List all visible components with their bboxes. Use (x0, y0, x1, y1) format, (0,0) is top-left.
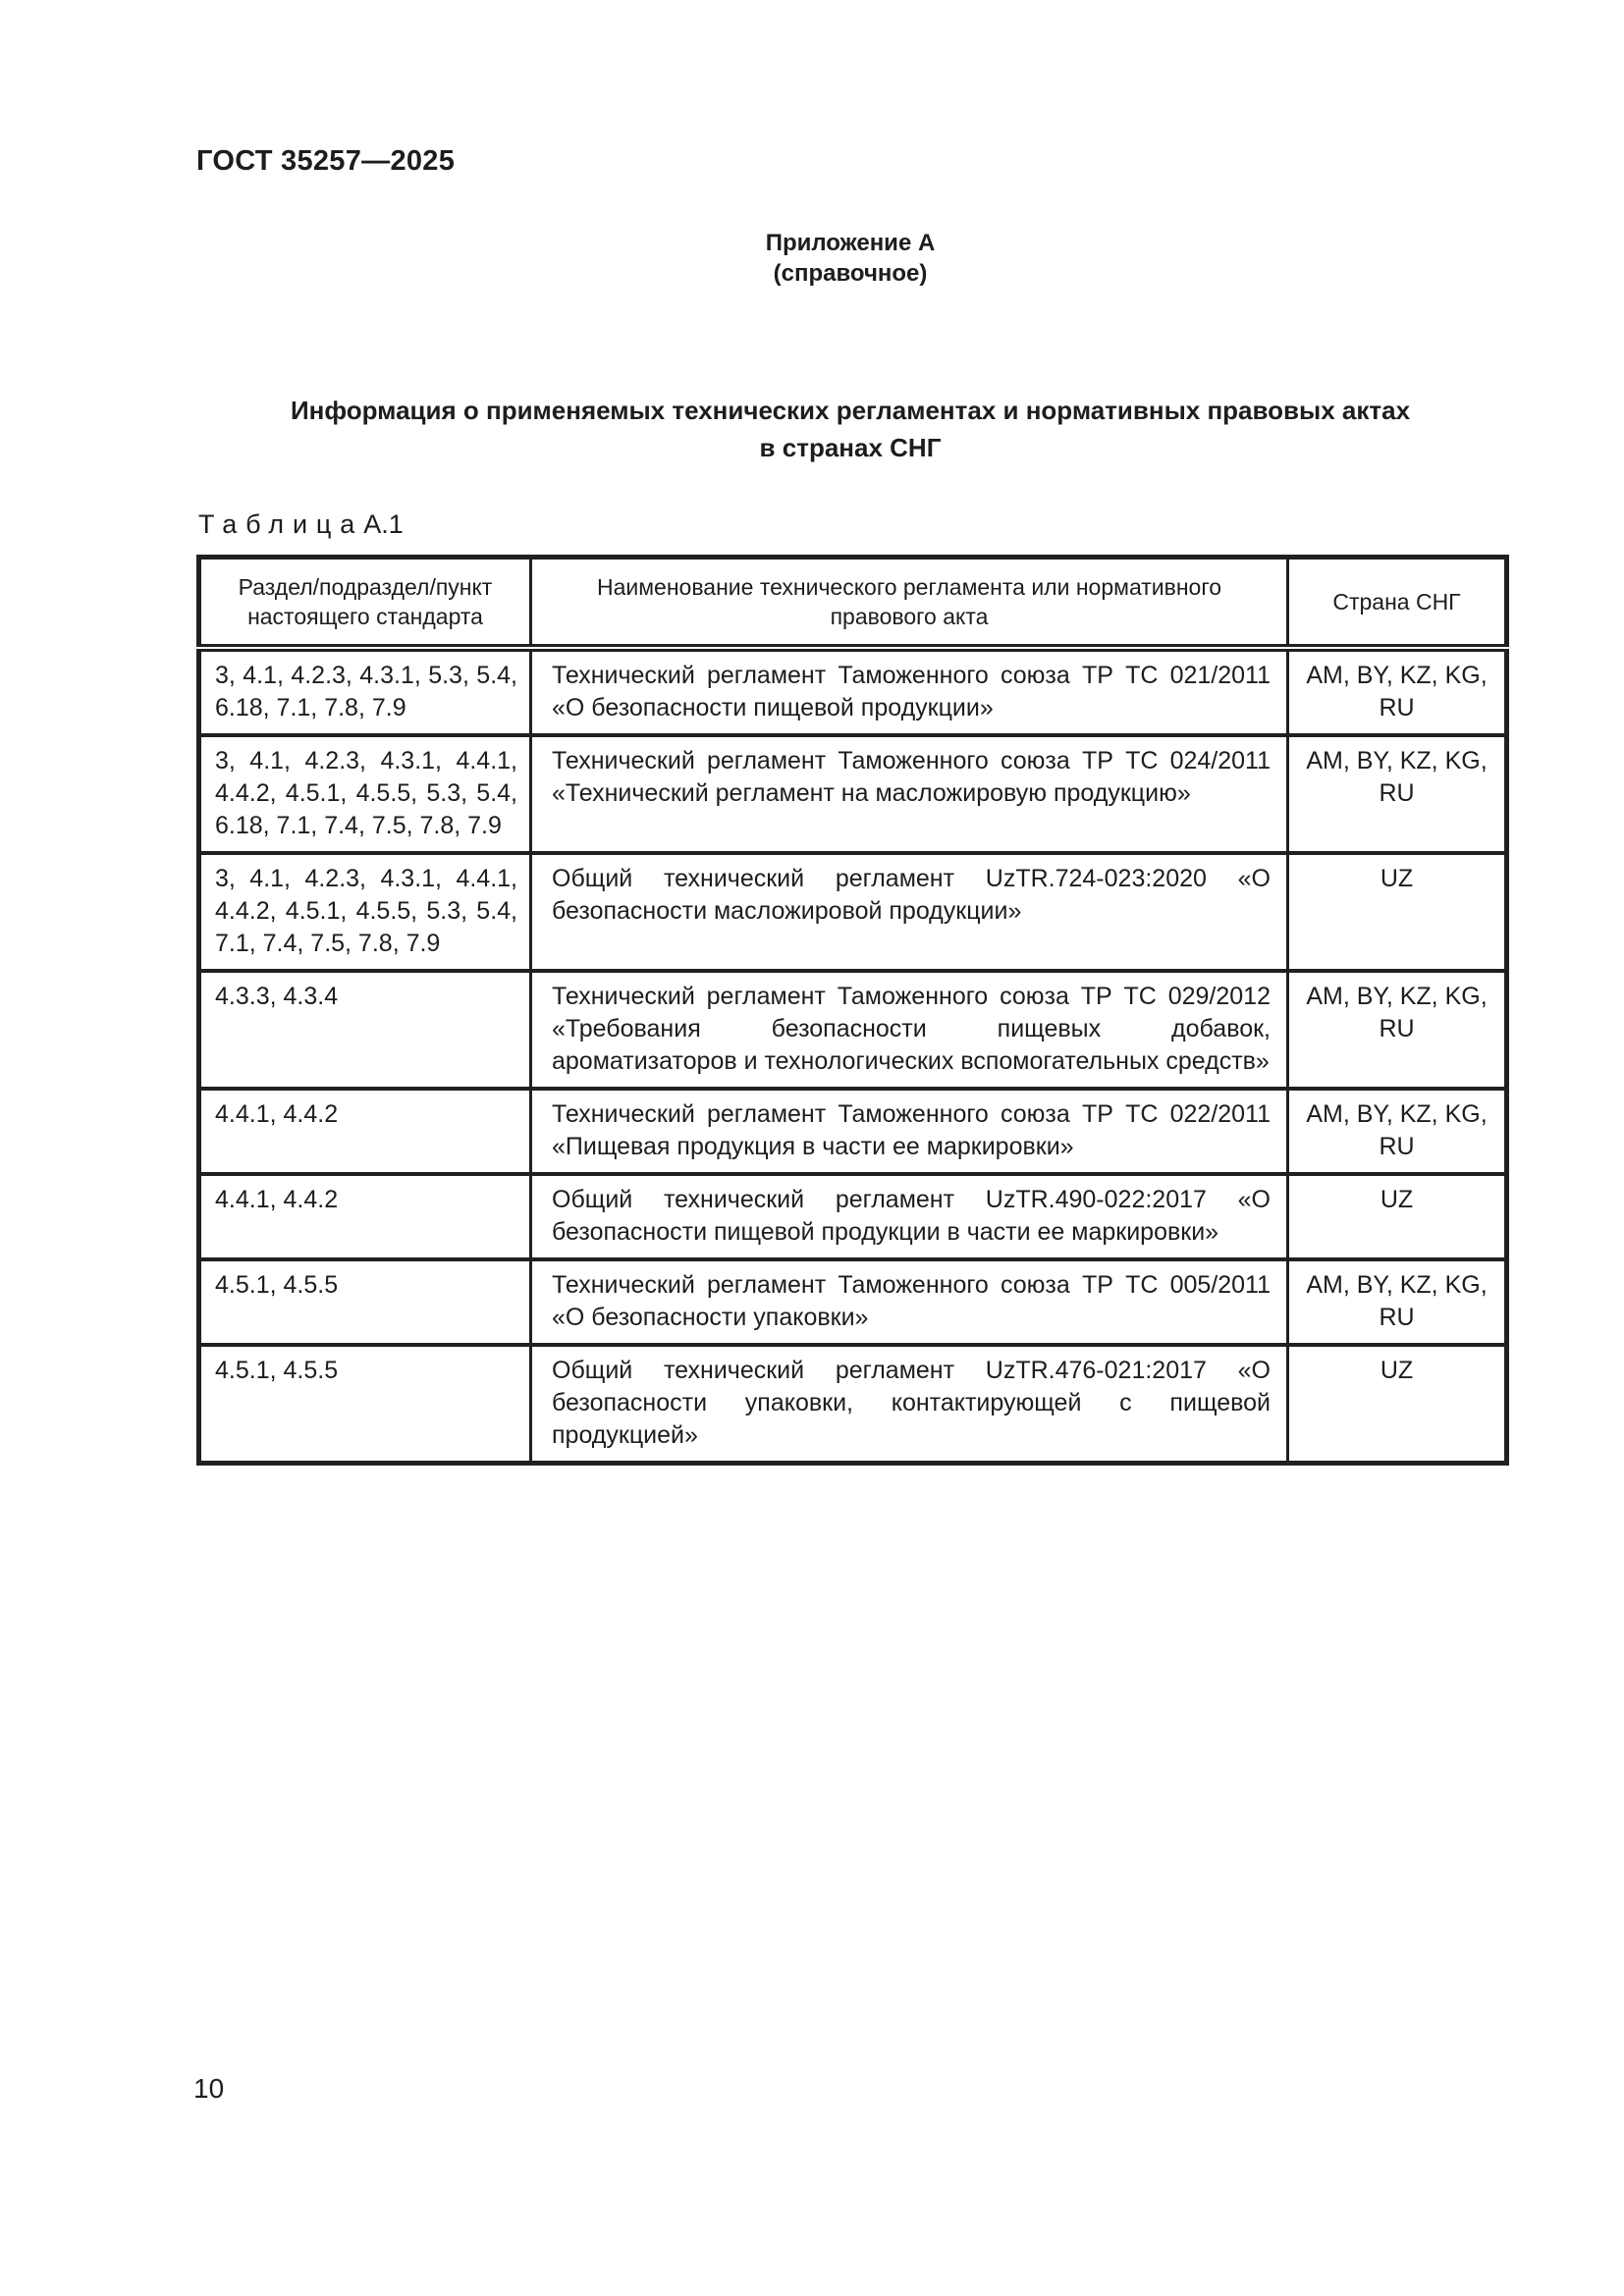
regulation-cell: Общий технический регламент UzTR.724-023:2020 «О безопасности масложировой продукции» (531, 853, 1288, 971)
sections-cell: 4.5.1, 4.5.5 (199, 1345, 531, 1464)
regulation-cell: Технический регламент Таможенного союза ТР ТС 024/2011 «Технический регламент на масложировую продукцию» (531, 735, 1288, 853)
table-row (199, 1345, 1507, 1464)
sections-cell: 4.3.3, 4.3.4 (199, 971, 531, 1089)
countries-cell: AM, BY, KZ, KG, RU (1288, 1089, 1507, 1174)
table-header-row (199, 558, 1507, 649)
page-number: 10 (193, 2073, 225, 2104)
regulation-cell: Общий технический регламент UzTR.476-021:2017 «О безопасности упаковки, контактирующей с пищевой продукцией» (531, 1345, 1288, 1464)
sections-cell: 4.4.1, 4.4.2 (199, 1174, 531, 1259)
regulations-table-container (196, 555, 1509, 1466)
sections-cell: 3, 4.1, 4.2.3, 4.3.1, 4.4.1, 4.4.2, 4.5.1, 4.5.5, 5.3, 5.4, 7.1, 7.4, 7.5, 7.8, 7.9 (199, 853, 531, 971)
table-row (199, 1174, 1507, 1259)
standard-code-header: ГОСТ 35257—2025 (196, 145, 456, 177)
table-row (199, 1259, 1507, 1345)
countries-cell: UZ (1288, 1345, 1507, 1464)
regulation-cell: Технический регламент Таможенного союза ТР ТС 029/2012 «Требования безопасности пищевых добавок, ароматизаторов и технологических вспомогательных средств» (531, 971, 1288, 1089)
table-label (198, 509, 404, 540)
regulation-cell: Технический регламент Таможенного союза ТР ТС 005/2011 «О безопасности упаковки» (531, 1259, 1288, 1345)
countries-cell: AM, BY, KZ, KG, RU (1288, 735, 1507, 853)
table-row (199, 971, 1507, 1089)
table-row (199, 735, 1507, 853)
countries-cell: UZ (1288, 1174, 1507, 1259)
sections-cell: 4.4.1, 4.4.2 (199, 1089, 531, 1174)
table-label-word: Таблица (198, 509, 364, 539)
regulation-cell: Технический регламент Таможенного союза ТР ТС 022/2011 «Пищевая продукция в части ее маркировки» (531, 1089, 1288, 1174)
column-header-regulation: Наименование технического регламента или нормативного правового акта (531, 558, 1288, 649)
table-row (199, 853, 1507, 971)
document-title-line2: в странах СНГ (759, 433, 942, 462)
column-header-sections: Раздел/подраздел/пункт настоящего стандарта (199, 558, 531, 649)
document-title-line1: Информация о применяемых технических регламентах и нормативных правовых актах (290, 396, 1411, 425)
countries-cell: AM, BY, KZ, KG, RU (1288, 1259, 1507, 1345)
table-label-number: А.1 (363, 509, 404, 539)
countries-cell: AM, BY, KZ, KG, RU (1288, 971, 1507, 1089)
countries-cell: AM, BY, KZ, KG, RU (1288, 648, 1507, 735)
sections-cell: 4.5.1, 4.5.5 (199, 1259, 531, 1345)
sections-cell: 3, 4.1, 4.2.3, 4.3.1, 5.3, 5.4, 6.18, 7.1, 7.8, 7.9 (199, 648, 531, 735)
document-title (196, 392, 1504, 466)
appendix-type: (справочное) (773, 260, 928, 287)
countries-cell: UZ (1288, 853, 1507, 971)
appendix-heading-block (196, 228, 1504, 289)
appendix-heading: Приложение А (765, 230, 936, 256)
table-row (199, 1089, 1507, 1174)
sections-cell: 3, 4.1, 4.2.3, 4.3.1, 4.4.1, 4.4.2, 4.5.1, 4.5.5, 5.3, 5.4, 6.18, 7.1, 7.4, 7.5, 7.8, 7.9 (199, 735, 531, 853)
regulation-cell: Общий технический регламент UzTR.490-022:2017 «О безопасности пищевой продукции в части ее маркировки» (531, 1174, 1288, 1259)
regulation-cell: Технический регламент Таможенного союза ТР ТС 021/2011 «О безопасности пищевой продукции» (531, 648, 1288, 735)
table-row (199, 648, 1507, 735)
regulations-table (196, 555, 1509, 1466)
column-header-country: Страна СНГ (1288, 558, 1507, 649)
